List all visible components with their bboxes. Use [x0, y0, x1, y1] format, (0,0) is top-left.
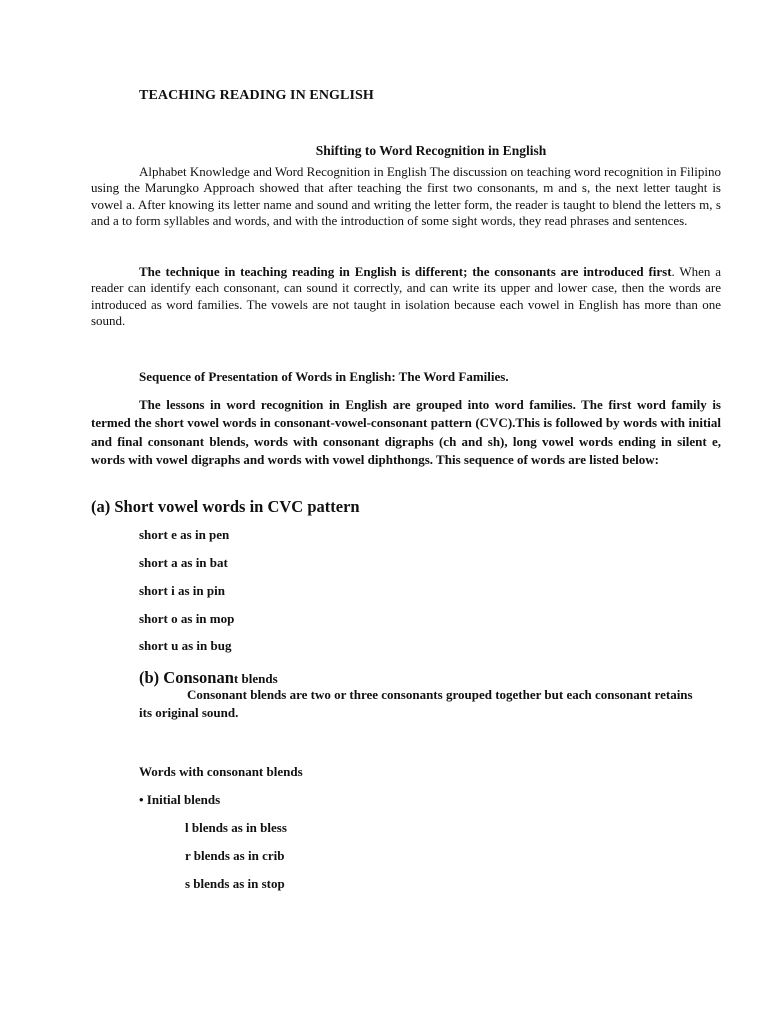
document-subtitle: Shifting to Word Recognition in English	[315, 143, 547, 158]
blend-example-item: l blends as in bless	[185, 820, 287, 835]
short-vowel-item: short o as in mop	[139, 611, 235, 626]
section-b-heading-main: (b) Consonan	[139, 668, 234, 687]
words-with-blends-heading: Words with consonant blends	[139, 764, 303, 779]
paragraph-alphabet-knowledge	[91, 164, 721, 230]
paragraph-word-families-text: The lessons in word recognition in English are grouped into word families. The first word family is termed the short vowel words in consonant-vowel-consonant pattern (CVC).This is followed by words with initial and final consonant blends, words with consonant digraphs (ch and sh), long vowel words ending in silent e, words with vowel digraphs and words with vowel diphthongs. This sequence of words are listed below:	[91, 397, 721, 467]
blend-example-item: s blends as in stop	[185, 876, 285, 891]
consonant-blend-definition-text: Consonant blends are two or three consonants grouped together but each consonant retains its original sound.	[139, 687, 693, 720]
section-a-heading: (a) Short vowel words in CVC pattern	[91, 497, 360, 516]
short-vowel-item: short u as in bug	[139, 638, 232, 653]
paragraph-alphabet-knowledge-text: Alphabet Knowledge and Word Recognition in English The discussion on teaching word recognition in Filipino using the Marungko Approach showed that after teaching the first two consonants, m and s, the next letter taught is vowel a. After knowing its letter name and sound and writing the letter form, the reader is taught to blend the letters m, s and a to form syllables and words, and with the introduction of some sight words, they read phrases and sentences.	[91, 164, 721, 229]
paragraph-technique-bold: The technique in teaching reading in English is different; the consonants are introduced first	[139, 264, 672, 279]
short-vowel-item: short i as in pin	[139, 583, 225, 598]
sequence-heading: Sequence of Presentation of Words in English: The Word Families.	[139, 369, 509, 384]
section-b-heading-rest: t blends	[233, 671, 278, 686]
paragraph-technique	[91, 264, 721, 330]
consonant-blend-definition	[139, 686, 699, 721]
paragraph-word-families	[91, 396, 721, 469]
short-vowel-item: short a as in bat	[139, 555, 228, 570]
initial-blends-bullet: • Initial blends	[139, 792, 221, 807]
short-vowel-item: short e as in pen	[139, 527, 230, 542]
section-b-heading	[139, 668, 278, 688]
blend-example-item: r blends as in crib	[185, 848, 285, 863]
document-title: TEACHING READING IN ENGLISH	[139, 88, 374, 103]
paragraph-technique-rest: . When a reader can identify each consonant, can sound it correctly, and can write its upper and lower case, then the words are introduced as word families. The vowels are not taught in isolation because each vowel in English has more than one sound.	[91, 264, 721, 329]
